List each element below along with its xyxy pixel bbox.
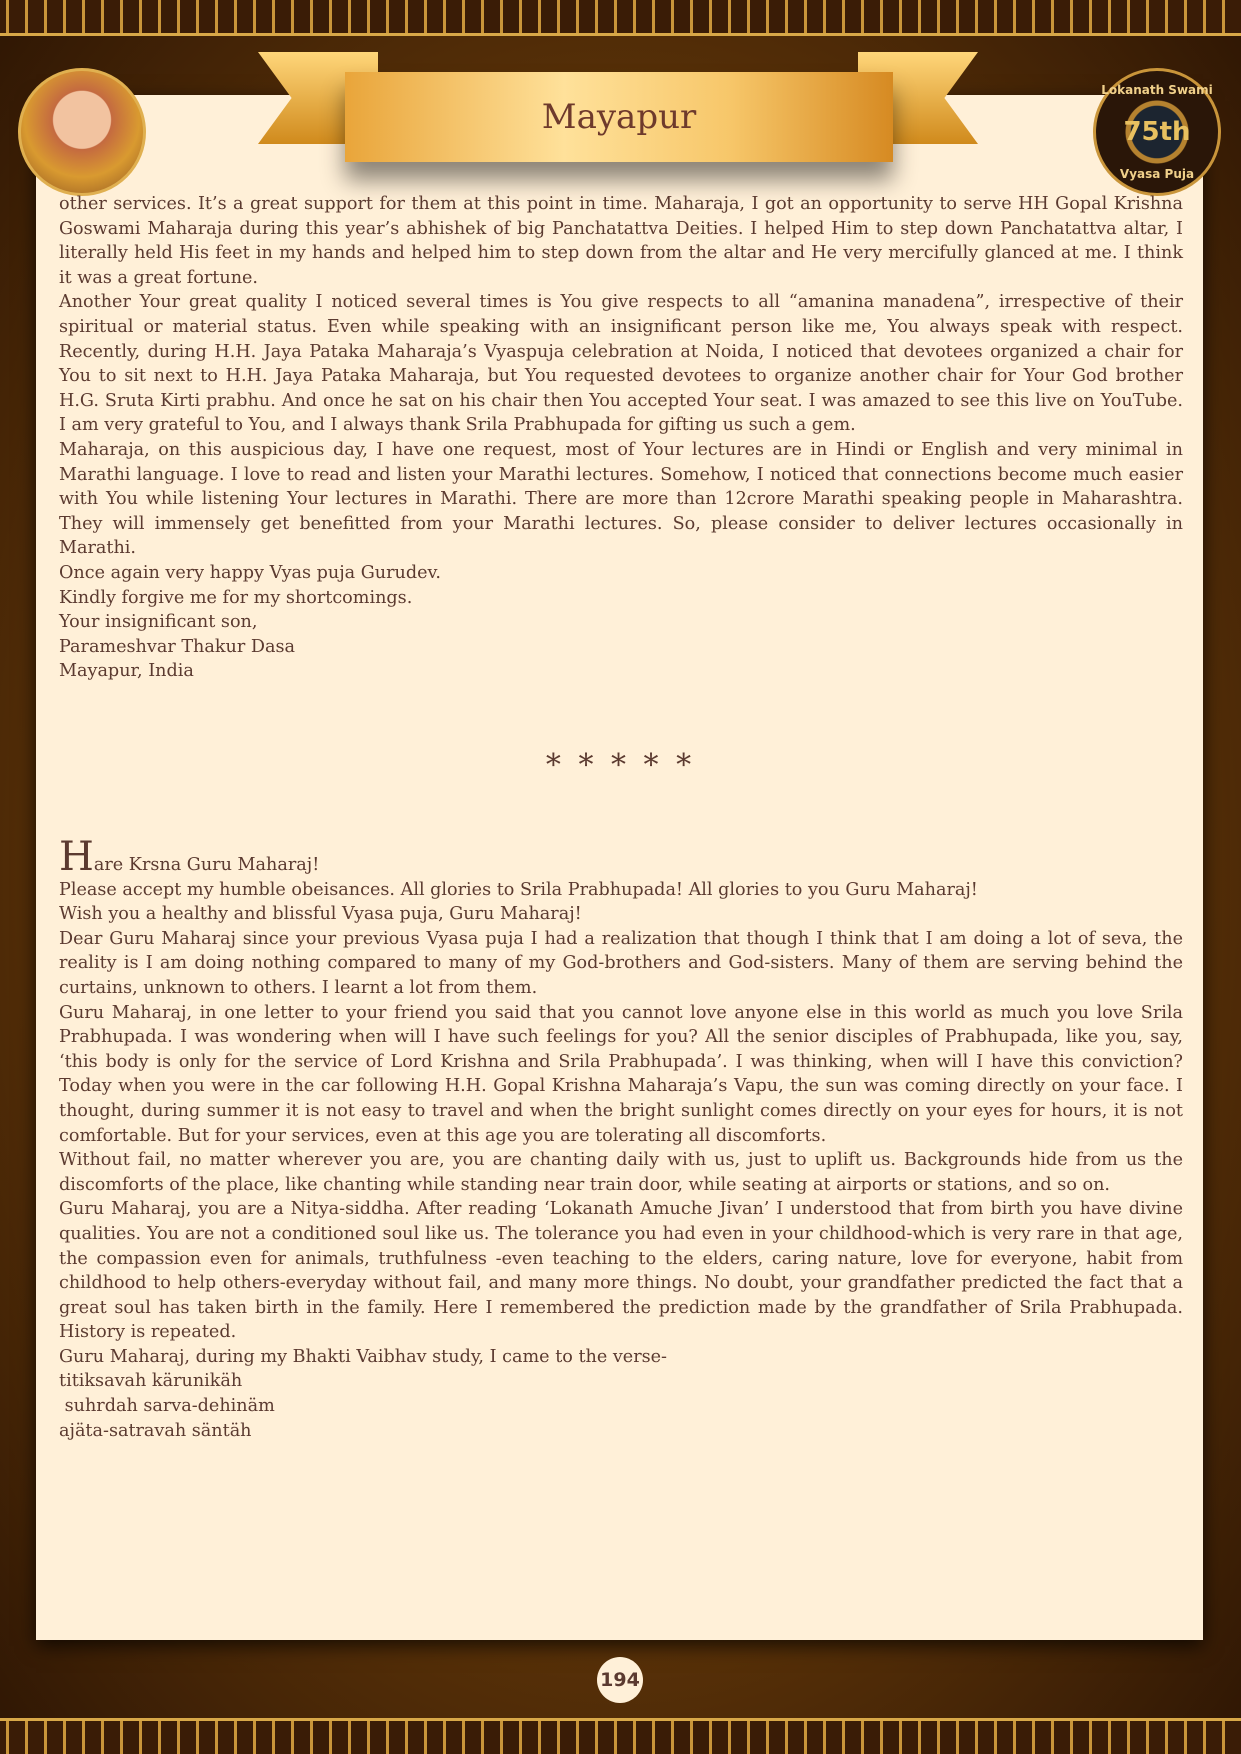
badge-top-text: Lokanath Swami <box>1101 83 1213 97</box>
paragraph: Kindly forgive me for my shortcomings. <box>59 587 413 608</box>
title-ribbon <box>345 72 893 162</box>
paragraph: Guru Maharaj, you are a Nitya-siddha. After reading ‘Lokanath Amuche Jivan’ I understood that from birth you have divine qualities. You are not a conditioned soul like us. The tolerance you had even in your childhood-which is very rare in that age, the compassion even for animals, truthfulness -even teaching to the elders, caring nature, love for everyone, habit from childhood to help others-everyday without fail, and many more things. No doubt, your grandfather predicted the fact that a great soul has taken birth in the family. Here I remembered the prediction made by the grandfather of Srila Prabhupada. History is repeated. <box>59 1199 1183 1343</box>
paragraph: Wish you a healthy and blissful Vyasa puja, Guru Maharaj! <box>59 904 582 925</box>
paragraph: Please accept my humble obeisances. All glories to Srila Prabhupada! All glories to you Guru Maharaj! <box>59 879 978 900</box>
signature-line: Your insignificant son, <box>59 612 258 633</box>
section-separator: * * * * * <box>545 748 696 783</box>
paragraph: Guru Maharaj, in one letter to your friend you said that you cannot love anyone else in this world as much you love Srila Prabhupada. I was wondering when will I have such feelings for you? All the senior disciples of Prabhupada, like you, say, ‘this body is only for the service of Lord Krishna and Srila Prabhupada’. I was thinking, when will I have this conviction? Today when you were in the car following H.H. Gopal Krishna Maharaja’s Vapu, the sun was coming directly on your face. I thought, during summer it is not easy to travel and when the bright sunlight comes directly on your eyes for hours, it is not comfortable. But for your services, even at this age you are tolerating all discomforts. <box>59 1002 1183 1146</box>
page-title: Mayapur <box>541 97 697 137</box>
signature-location: Mayapur, India <box>59 661 194 682</box>
letter-continued <box>59 192 1183 684</box>
salutation <box>59 834 1183 880</box>
vyasa-puja-75th-badge <box>1093 68 1221 196</box>
verse-line: titiksavah kärunikäh <box>59 1371 243 1392</box>
top-ornamental-border <box>0 0 1241 36</box>
paragraph: Once again very happy Vyas puja Gurudev. <box>59 562 441 583</box>
author-photo <box>18 68 146 196</box>
paragraph: Another Your great quality I noticed several times is You give respects to all “amanina manadena”, irrespective of their spiritual or material status. Even while speaking with an insignificant person like me, You always speak with respect. Recently, during H.H. Jaya Pataka Maharaja’s Vyaspuja celebration at Noida, I noticed that devotees organized a chair for You to sit next to H.H. Jaya Pataka Maharaja, but You requested devotees to organize another chair for Your God brother H.G. Sruta Kirti prabhu. And once he sat on his chair then You accepted Your seat. I was amazed to see this live on YouTube. I am very grateful to You, and I always thank Srila Prabhupada for gifting us such a gem. <box>59 292 1183 436</box>
badge-bottom-text: Vyasa Puja <box>1119 167 1195 181</box>
verse <box>59 1369 1183 1443</box>
paragraph: Guru Maharaj, during my Bhakti Vaibhav study, I came to the verse- <box>59 1346 667 1367</box>
badge-number: 75th <box>1123 117 1191 147</box>
paragraph: Maharaja, on this auspicious day, I have one request, most of Your lectures are in Hindi or English and very minimal in Marathi language. I love to read and listen your Marathi lectures. Somehow, I noticed that connections become much easier with You while listening Your lectures in Marathi. There are more than 12crore Marathi speaking people in Maharashtra. They will immensely get benefitted from your Marathi lectures. So, please consider to deliver lectures occasionally in Marathi. <box>59 439 1183 559</box>
verse-line: suhrdah sarva-dehinäm <box>59 1396 275 1417</box>
verse-line: ajäta-satravah säntäh <box>59 1420 252 1441</box>
letter-new <box>59 834 1183 1443</box>
signature-name: Parameshvar Thakur Dasa <box>59 636 295 657</box>
salutation-text: are Krsna Guru Maharaj! <box>93 855 320 875</box>
page-number: 194 <box>597 1657 643 1703</box>
paragraph: Without fail, no matter wherever you are, you are chanting daily with us, just to uplift us. Backgrounds hide from us the discomforts of the place, like chanting while standing near train door, while seating at airports or stations, and so on. <box>59 1150 1183 1195</box>
bottom-ornamental-border <box>0 1718 1241 1754</box>
paragraph: other services. It’s a great support for them at this point in time. Maharaja, I got an opportunity to serve HH Gopal Krishna Goswami Maharaja during this year’s abhishek of big Panchatattva Deities. I helped Him to step down Panchatattva altar, I literally held His feet in my hands and helped him to step down from the altar and He very mercifully glanced at me. I think it was a great fortune. <box>59 194 1183 288</box>
drop-cap: H <box>59 834 94 880</box>
paragraph: Dear Guru Maharaj since your previous Vyasa puja I had a realization that though I think that I am doing a lot of seva, the reality is I am doing nothing compared to many of my God-brothers and God-sisters. Many of them are serving behind the curtains, unknown to others. I learnt a lot from them. <box>59 928 1183 998</box>
